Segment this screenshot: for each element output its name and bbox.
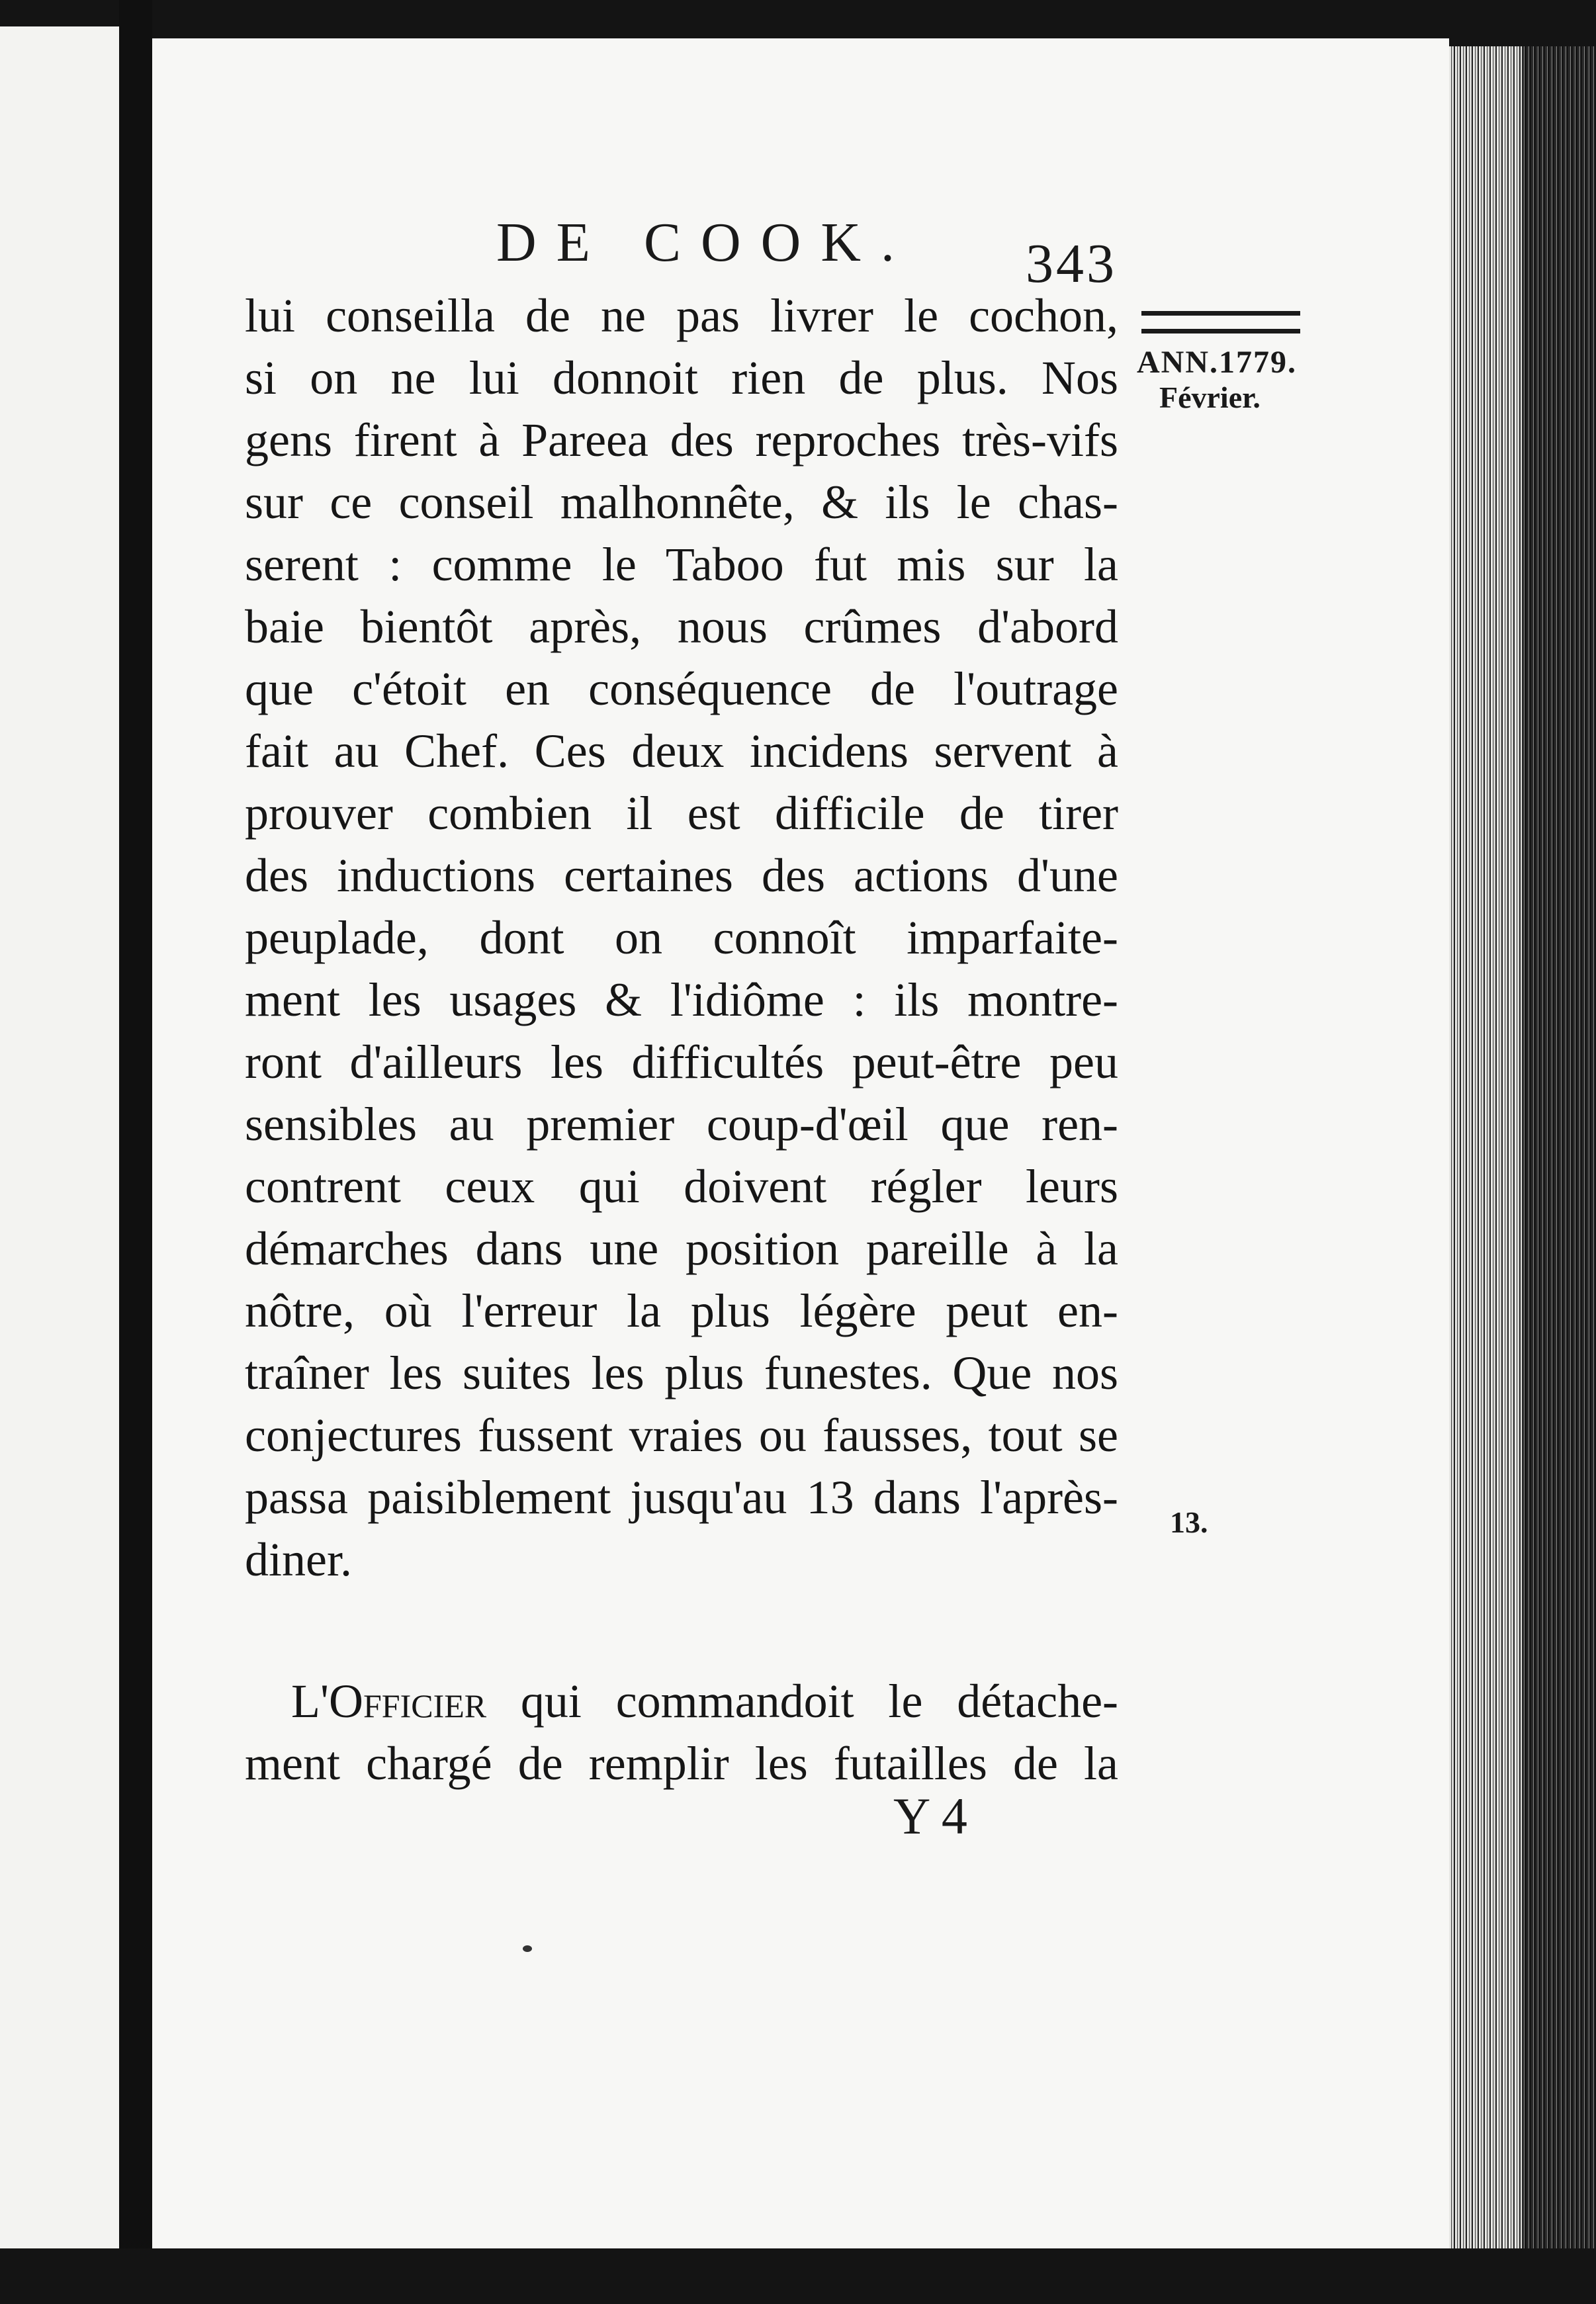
ink-speck xyxy=(523,1945,532,1952)
text-line: gens firent à Pareea des reproches très-vifs xyxy=(245,414,1118,466)
catchword: Y 4 xyxy=(893,1787,967,1845)
page-edges-dark xyxy=(1522,46,1596,2250)
margin-note-month: Février. xyxy=(1159,380,1261,414)
text-line: conjectures fussent vraies ou fausses, tout se xyxy=(245,1409,1118,1462)
margin-note-year: ANN.1779. xyxy=(1137,345,1297,380)
margin-double-rule xyxy=(1141,311,1300,333)
text-line: lui conseilla de ne pas livrer le cochon, xyxy=(245,289,1118,342)
text-line: peuplade, dont on connoît imparfaite- xyxy=(245,911,1118,964)
book-gutter xyxy=(119,0,152,2304)
text-line: prouver combien il est difficile de tirer xyxy=(245,787,1118,840)
text-line: que c'étoit en conséquence de l'outrage xyxy=(245,662,1118,715)
text-line: sensibles au premier coup-d'œil que ren- xyxy=(245,1098,1118,1151)
text-line: traîner les suites les plus funestes. Que nos xyxy=(245,1347,1118,1399)
text-line: baie bientôt après, nous crûmes d'abord xyxy=(245,600,1118,653)
text-line: démarches dans une position pareille à la xyxy=(245,1222,1118,1275)
text-line: fait au Chef. Ces deux incidens servent à xyxy=(245,725,1118,777)
text-line: si on ne lui donnoit rien de plus. Nos xyxy=(245,351,1118,404)
text-fragment: qui commandoit le détache- xyxy=(486,1675,1118,1728)
facing-page-edge xyxy=(0,26,119,2250)
text-line: ment les usages & l'idiôme : ils montre- xyxy=(245,973,1118,1026)
text-line: sur ce conseil malhonnête, & ils le chas- xyxy=(245,476,1118,529)
paragraph-gap xyxy=(245,1591,1118,1670)
paragraph-lead-word: L'Officier xyxy=(291,1675,487,1728)
text-line: contrent ceux qui doivent régler leurs xyxy=(245,1160,1118,1213)
margin-note-day: 13. xyxy=(1170,1505,1208,1539)
text-line: ment chargé de remplir les futailles de la xyxy=(245,1737,1118,1790)
text-line: des inductions certaines des actions d'une xyxy=(245,849,1118,902)
page-number: 343 xyxy=(1026,233,1117,294)
text-line: passa paisiblement jusqu'au 13 dans l'après- xyxy=(245,1471,1118,1524)
text-line: nôtre, où l'erreur la plus légère peut en- xyxy=(245,1284,1118,1337)
bottom-shadow xyxy=(0,2248,1596,2304)
text-line: serent : comme le Taboo fut mis sur la xyxy=(245,538,1118,591)
running-head: DE COOK. xyxy=(496,212,914,273)
text-line: diner. xyxy=(245,1533,352,1586)
text-line xyxy=(245,1670,1118,1732)
text-line: ront d'ailleurs les difficultés peut-être peu xyxy=(245,1036,1118,1088)
body-text xyxy=(245,285,1118,1794)
